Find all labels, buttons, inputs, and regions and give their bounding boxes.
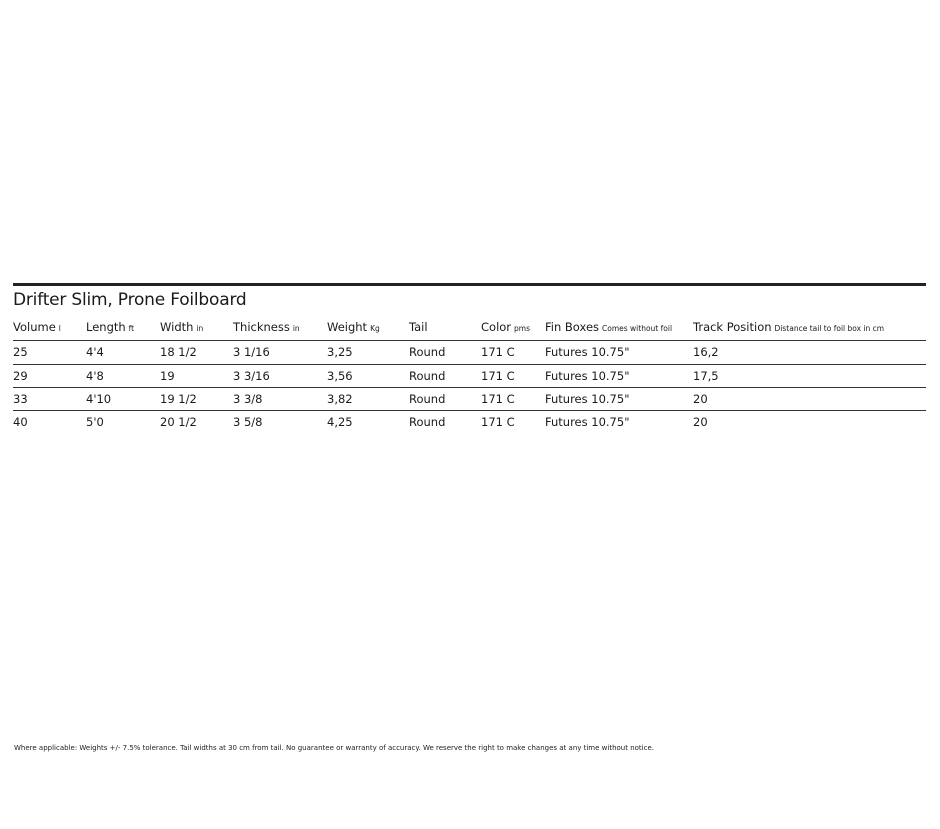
cell-weight: 4,25 [327, 415, 353, 429]
cell-track-position: 20 [693, 392, 708, 406]
header-length: Length ft [86, 320, 135, 334]
cell-width: 19 [160, 369, 175, 383]
cell-thickness: 3 3/16 [233, 369, 270, 383]
cell-thickness: 3 5/8 [233, 415, 263, 429]
cell-length: 4'8 [86, 369, 104, 383]
header-volume: Volume l [13, 320, 61, 334]
cell-volume: 29 [13, 369, 28, 383]
cell-volume: 40 [13, 415, 28, 429]
cell-tail: Round [409, 345, 446, 359]
header-weight: Weight Kg [327, 320, 380, 334]
cell-tail: Round [409, 392, 446, 406]
cell-tail: Round [409, 369, 446, 383]
cell-color: 171 C [481, 392, 515, 406]
cell-fin-boxes: Futures 10.75" [545, 345, 630, 359]
cell-weight: 3,25 [327, 345, 353, 359]
header-fin-boxes: Fin Boxes Comes without foil [545, 320, 673, 334]
cell-track-position: 16,2 [693, 345, 719, 359]
table-row [13, 410, 926, 434]
cell-width: 19 1/2 [160, 392, 197, 406]
cell-width: 18 1/2 [160, 345, 197, 359]
cell-track-position: 17,5 [693, 369, 719, 383]
cell-weight: 3,56 [327, 369, 353, 383]
cell-width: 20 1/2 [160, 415, 197, 429]
cell-fin-boxes: Futures 10.75" [545, 392, 630, 406]
cell-color: 171 C [481, 345, 515, 359]
cell-fin-boxes: Futures 10.75" [545, 415, 630, 429]
cell-weight: 3,82 [327, 392, 353, 406]
header-thickness: Thickness in [233, 320, 300, 334]
table-row [13, 340, 926, 364]
cell-length: 4'10 [86, 392, 112, 406]
header-tail: Tail [409, 320, 428, 334]
cell-track-position: 20 [693, 415, 708, 429]
cell-color: 171 C [481, 415, 515, 429]
cell-color: 171 C [481, 369, 515, 383]
table-title: Drifter Slim, Prone Foilboard [13, 290, 247, 310]
table-row [13, 364, 926, 388]
header-track-position: Track Position Distance tail to foil box in cm [693, 320, 885, 334]
cell-thickness: 3 1/16 [233, 345, 270, 359]
header-row [13, 320, 926, 340]
cell-volume: 25 [13, 345, 28, 359]
footnote: Where applicable: Weights +/- 7.5% tolerance. Tail widths at 30 cm from tail. No guarantee or warranty of accuracy. We reserve the right to make changes at any time without notice. [14, 744, 654, 752]
cell-volume: 33 [13, 392, 28, 406]
header-width: Width in [160, 320, 204, 334]
cell-fin-boxes: Futures 10.75" [545, 369, 630, 383]
table-row [13, 387, 926, 411]
header-color: Color pms [481, 320, 531, 334]
cell-length: 5'0 [86, 415, 104, 429]
cell-tail: Round [409, 415, 446, 429]
cell-thickness: 3 3/8 [233, 392, 263, 406]
cell-length: 4'4 [86, 345, 104, 359]
top-rule [13, 283, 926, 286]
